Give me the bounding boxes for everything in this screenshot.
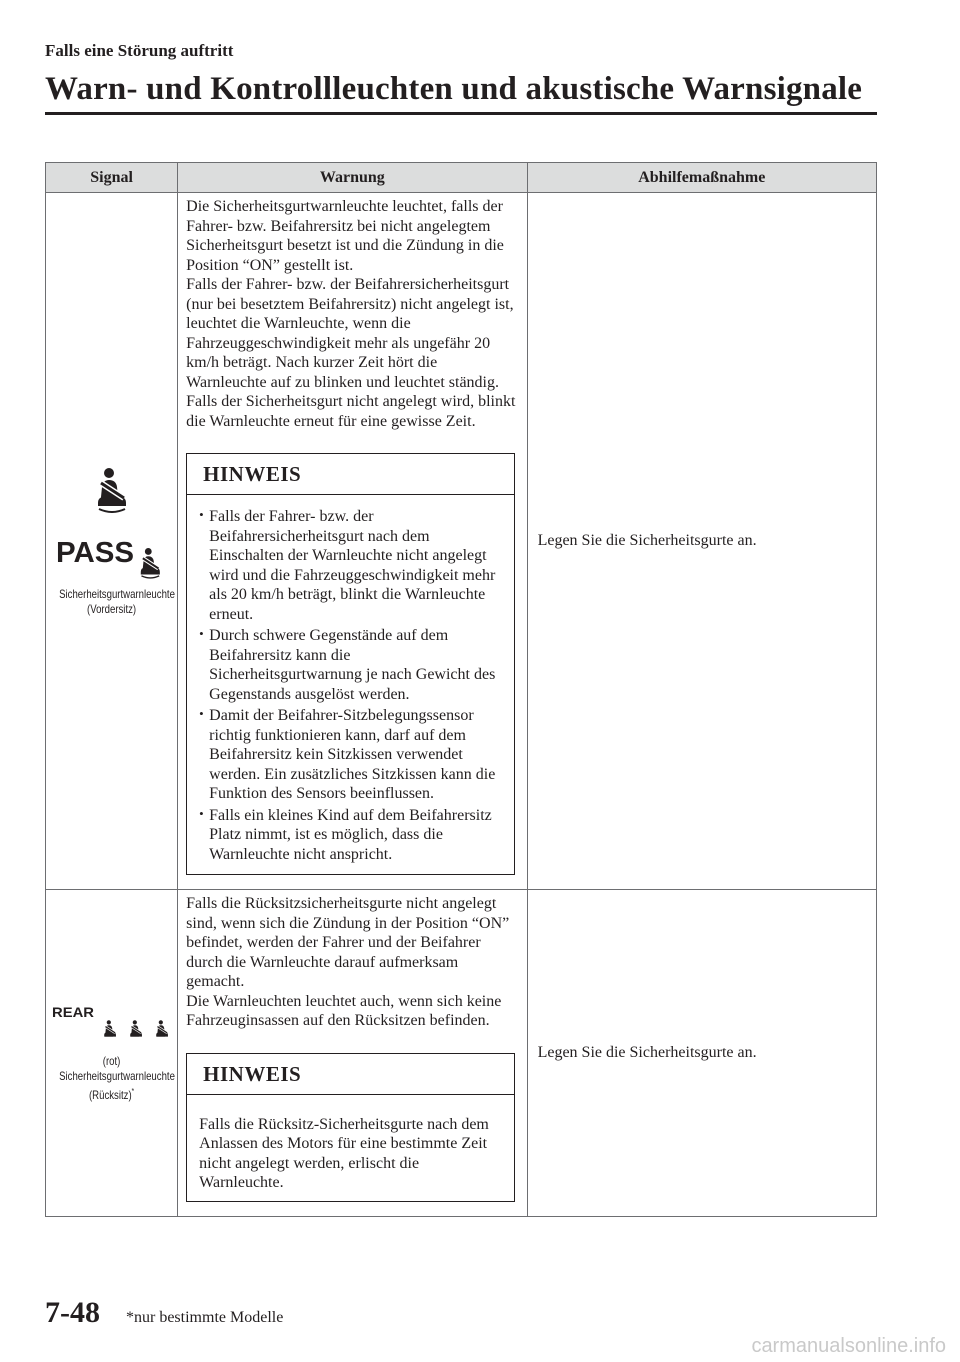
signal-color-note: (rot) (102, 1053, 121, 1068)
page-footer (45, 1296, 283, 1330)
watermark: carmanualsonline.info (751, 1335, 946, 1357)
column-header-warnung: Warnung (178, 163, 527, 193)
hinweis-body (187, 495, 513, 874)
hinweis-body: Falls die Rücksitz-Sicherheitsgurte nach dem Anlassen des Motors für eine bestimmte Zeit nicht angelegt werden, erlischt die Warnleuchte. (199, 1115, 489, 1191)
hinweis-bullet-text: Falls ein kleines Kind auf dem Beifahrersitz Platz nimmt, ist es möglich, dass die Warnleuchte nicht anspricht. (209, 806, 492, 863)
signal-caption-sub: (Vordersitz) (87, 602, 137, 616)
signal-caption-sub-text: (Rücksitz) (88, 1087, 132, 1102)
hinweis-bullet-text: Durch schwere Gegenstände auf dem Beifahrersitz kann die Sicherheitsgurtwarnung je nach Gewicht des Gegenstands ausgelöst werden. (209, 627, 496, 703)
warning-cell (178, 890, 527, 1217)
footnote: *nur bestimmte Modelle (126, 1309, 284, 1326)
rear-seatbelt-icon (50, 1003, 174, 1049)
bullet-icon: • (199, 507, 204, 522)
column-header-signal: Signal (46, 163, 178, 193)
page-header (45, 40, 877, 110)
warning-table (45, 162, 877, 1217)
hinweis-title: HINWEIS (187, 454, 513, 495)
hinweis-bullet (199, 706, 503, 804)
hinweis-box (186, 453, 514, 875)
pass-label: PASS (55, 537, 134, 569)
section-title: Falls eine Störung auftritt (45, 41, 234, 60)
bullet-icon: • (199, 706, 204, 721)
hinweis-bullet (199, 806, 503, 865)
signal-caption: Sicherheitsgurtwarnleuchte (59, 587, 175, 601)
remedy-cell: Legen Sie die Sicherheitsgurte an. (527, 193, 876, 890)
signal-cell (46, 193, 178, 890)
rear-label: REAR (51, 1003, 94, 1020)
seatbelt-icon (88, 465, 136, 518)
remedy-cell: Legen Sie die Sicherheitsgurte an. (527, 890, 876, 1217)
warning-cell (178, 193, 527, 890)
hinweis-box (186, 1053, 514, 1202)
hinweis-title: HINWEIS (187, 1054, 513, 1095)
table-header-row (46, 163, 877, 193)
warning-paragraph: Falls die Rücksitzsicherheitsgurte nicht angelegt sind, wenn sich die Zündung in der Position “ON” befindet, werden der Fahrer und der Beifahrer durch die Warnleuchte darauf aufmerksam gemacht. (186, 895, 510, 990)
warning-paragraph: Falls der Fahrer- bzw. der Beifahrersicherheitsgurt (nur bei besetztem Beifahrersitz) nicht angelegt ist, leuchtet die Warnleuchte, wenn die Fahrzeuggeschwindigkeit mehr als ungefähr 20 km/h beträgt. Nach kurzer Zeit hört die Warnleuchte auf zu blinken und leuchtet ständig. Falls der Sicherheitsgurt nicht angelegt wird, blinkt die Warnleuchte erneut für eine gewisse Zeit. (186, 276, 516, 430)
bullet-icon: • (199, 626, 204, 641)
signal-cell (46, 890, 178, 1217)
warning-paragraph: Die Sicherheitsgurtwarnleuchte leuchtet, falls der Fahrer- bzw. Beifahrersitz bei nicht angelegtem Sicherheitsgurt besetzt ist und die Zündung in die Position “ON” gestellt ist. (186, 198, 504, 274)
page-number: 7-48 (45, 1296, 100, 1329)
signal-caption-sub (59, 1084, 164, 1103)
bullet-icon: • (199, 805, 204, 821)
hinweis-bullet-text: Damit der Beifahrer-Sitzbelegungssensor richtig funktionieren kann, darf auf dem Beifahrersitz kein Sitzkissen verwendet werden. Ein zusätzliches Sitzkissen kann die Funktion des Sensors beeinflussen. (209, 707, 496, 802)
warning-paragraph: Die Warnleuchten leuchtet auch, wenn sich keine Fahrzeuginsassen auf den Rücksitzen befinden. (186, 992, 502, 1029)
signal-caption: Sicherheitsgurtwarnleuchte (59, 1068, 175, 1083)
table-row (46, 193, 877, 890)
title-rule (45, 112, 877, 115)
hinweis-bullet-text: Falls der Fahrer- bzw. der Beifahrersicherheitsgurt nach dem Einschalten der Warnleuchte nicht angelegt wird und die Fahrzeuggeschwindigkeit mehr als 20 km/h beträgt, blinkt die Warnleuchte erneut. (209, 508, 496, 623)
hinweis-bullet (199, 626, 503, 704)
footnote-mark: * (131, 1086, 135, 1096)
hinweis-bullet (199, 507, 503, 624)
page-title: Warn- und Kontrollleuchten und akustische Warnsignale (45, 71, 863, 107)
pass-seatbelt-icon (54, 532, 170, 582)
table-row (46, 890, 877, 1217)
column-header-abhilfe: Abhilfemaßnahme (527, 163, 876, 193)
